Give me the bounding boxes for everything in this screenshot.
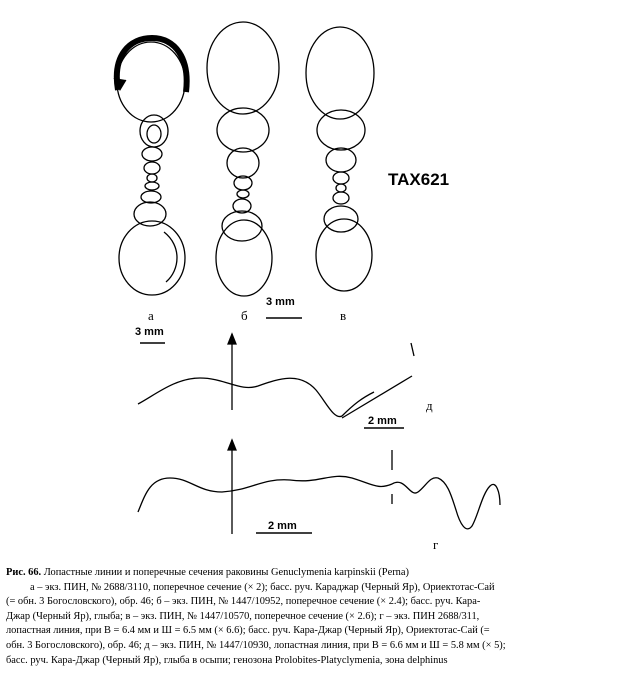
caption-line	[6, 639, 626, 654]
watermark: TAX621	[388, 170, 450, 189]
caption-line-text: лопастная линия, при В = 6.4 мм и Ш = 6.5 мм (× 6.6); басс. руч. Кара-Джар (Черный Яр), Ориектотас-Сай (=	[6, 625, 490, 637]
caption-line-text: (= обн. 3 Богословского), обр. 46; б – экз. ПИН, № 1447/10952, поперечное сечение (× 2.4); басс. руч. Кара-	[6, 596, 481, 608]
scale-label-a: 3 mm	[135, 326, 164, 338]
label-v: в	[340, 308, 347, 323]
figure-caption	[6, 566, 626, 668]
caption-line-text: а – экз. ПИН, № 2688/3110, поперечное сечение (× 2); басс. руч. Караджар (Черный Яр), Ориектотас-Сай	[30, 581, 495, 593]
caption-title: Лопастные линии и поперечные сечения раковины Genuclymenia karpinskii (Perna)	[43, 567, 409, 578]
label-a: а	[148, 308, 154, 323]
label-g: г	[433, 537, 439, 552]
caption-line-text: басс. руч. Кара-Джар (Черный Яр), глыба в осыпи; генозона Prolobites-Platyclymenia, зона delphinus	[6, 654, 448, 666]
caption-line-text: Джар (Черный Яр), глыба; в – экз. ПИН, № 1447/10570, поперечное сечение (× 2.6); г – экз. ПИН 2688/311,	[6, 610, 480, 622]
caption-line	[6, 595, 626, 610]
cross-section-b	[207, 22, 279, 296]
cross-section-a	[114, 38, 187, 295]
cross-section-v	[306, 27, 374, 291]
scale-label-d: 2 mm	[368, 415, 397, 427]
scale-bars	[140, 318, 404, 533]
caption-line	[6, 581, 626, 596]
caption-line-text: обн. 3 Богословского), обр. 46; д – экз. ПИН, № 1447/10930, лопастная линия, при В = 6.6 мм и Ш = 5.8 мм (× 5);	[6, 639, 506, 651]
suture-line-d	[138, 334, 414, 418]
caption-line	[6, 654, 626, 669]
caption-line	[6, 624, 626, 639]
suture-line-g	[138, 440, 500, 534]
caption-line	[6, 610, 626, 625]
caption-title-line	[6, 566, 626, 581]
label-d: д	[426, 398, 433, 413]
scale-label-b: 3 mm	[266, 296, 295, 308]
scale-label-g: 2 mm	[268, 520, 297, 532]
caption-number: Рис. 66.	[6, 567, 42, 578]
label-b: б	[241, 308, 248, 323]
